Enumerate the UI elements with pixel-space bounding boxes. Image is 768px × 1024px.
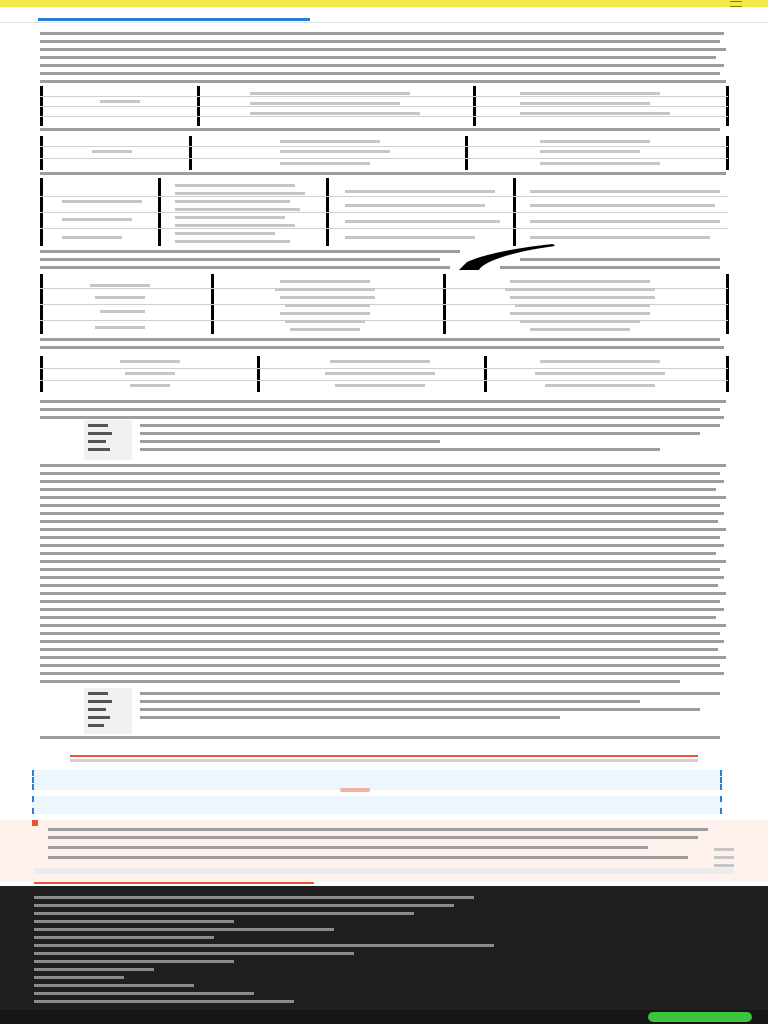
- footer: [0, 886, 768, 1024]
- nav-divider: [0, 22, 768, 23]
- related-item-label: [64, 800, 664, 810]
- footer-action-button[interactable]: [648, 1012, 752, 1022]
- footer-title: [34, 886, 314, 895]
- nav-link[interactable]: [345, 10, 445, 19]
- footer-action-button-label: [648, 1012, 752, 1022]
- annotation-arrow-icon: [455, 242, 560, 274]
- footer-bottom-bar: [0, 1010, 768, 1024]
- footer-bottom-link[interactable]: [34, 1012, 114, 1021]
- footer-title-underline: [34, 882, 314, 884]
- top-banner: [0, 0, 768, 7]
- related-item-label: [64, 775, 664, 785]
- nav-link[interactable]: [600, 10, 700, 19]
- footer-bottom-link[interactable]: [130, 1012, 240, 1021]
- nav-bar: [0, 7, 768, 23]
- notice-divider: [34, 868, 734, 874]
- related-item[interactable]: [32, 796, 722, 814]
- related-subtitle-bar: [70, 759, 698, 762]
- notice-marker-icon: [32, 820, 38, 826]
- notice-box: [0, 820, 768, 882]
- nav-link[interactable]: [470, 10, 550, 19]
- related-item[interactable]: [32, 770, 722, 790]
- related-title-underline: [70, 755, 698, 757]
- active-tab-indicator: [38, 18, 310, 21]
- banner-title: [180, 0, 580, 6]
- related-section: [0, 746, 768, 818]
- related-more-link[interactable]: [340, 788, 370, 792]
